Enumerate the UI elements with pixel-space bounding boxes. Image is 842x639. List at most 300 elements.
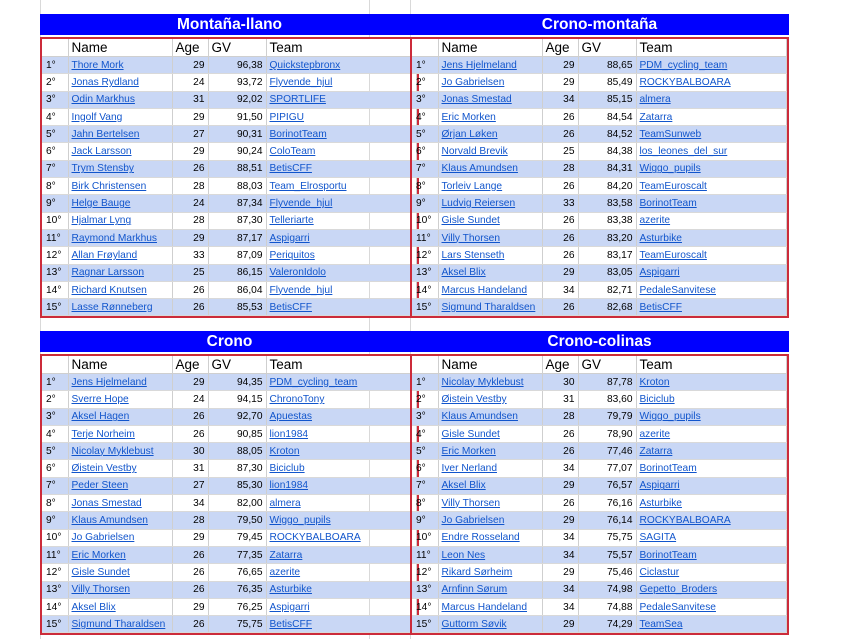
header-row xyxy=(412,356,787,374)
table-title: Crono-montaña xyxy=(410,14,789,35)
table-row xyxy=(42,212,417,229)
age-cell: 29 xyxy=(542,74,578,91)
table-row xyxy=(412,512,787,529)
team-link[interactable]: ROCKYBALBOARA xyxy=(266,529,417,546)
age-cell: 26 xyxy=(542,495,578,512)
rider-name-link[interactable]: Aksel Blix xyxy=(438,477,542,494)
table-row xyxy=(42,564,417,581)
team-link[interactable]: Zatarra xyxy=(636,443,787,460)
age-header: Age xyxy=(542,356,578,374)
gv-cell: 85,15 xyxy=(578,91,636,108)
gv-cell: 74,88 xyxy=(578,598,636,615)
rider-name-link[interactable]: Jo Gabrielsen xyxy=(68,529,172,546)
team-header: Team xyxy=(636,356,787,374)
table-row xyxy=(412,57,787,74)
rider-name-link[interactable]: Øistein Vestby xyxy=(68,460,172,477)
rider-name-link[interactable]: Lasse Rønneberg xyxy=(68,299,172,316)
rank-cell: 6° xyxy=(412,460,438,477)
table-row xyxy=(42,529,417,546)
table-row xyxy=(412,581,787,598)
table-title: Crono-colinas xyxy=(410,331,789,352)
team-link[interactable]: Flyvende_hjul xyxy=(266,281,417,298)
table-row xyxy=(412,391,787,408)
team-link[interactable]: Wiggo_pupils xyxy=(266,512,417,529)
rank-cell: 13° xyxy=(42,264,68,281)
rider-name-link[interactable]: Villy Thorsen xyxy=(68,581,172,598)
table-row xyxy=(412,495,787,512)
age-cell: 29 xyxy=(542,512,578,529)
rank-cell: 13° xyxy=(412,264,438,281)
rank-cell: 13° xyxy=(42,581,68,598)
rider-name-link[interactable]: Arnfinn Sørum xyxy=(438,581,542,598)
gv-cell: 92,70 xyxy=(208,408,266,425)
rider-name-link[interactable]: Marcus Handeland xyxy=(438,281,542,298)
table-row xyxy=(42,264,417,281)
rider-name-link[interactable]: Gisle Sundet xyxy=(438,212,542,229)
rank-cell: 12° xyxy=(412,247,438,264)
table-row xyxy=(412,264,787,281)
rider-name-link[interactable]: Klaus Amundsen xyxy=(438,160,542,177)
name-header: Name xyxy=(438,356,542,374)
team-link[interactable]: Zatarra xyxy=(266,546,417,563)
rank-cell: 11° xyxy=(412,546,438,563)
table-row xyxy=(42,460,417,477)
rider-name-link[interactable]: Gisle Sundet xyxy=(68,564,172,581)
team-link[interactable]: azerite xyxy=(636,212,787,229)
team-link[interactable]: ColoTeam xyxy=(266,143,417,160)
table-block-montana-llano xyxy=(40,14,419,318)
team-link[interactable]: SAGITA xyxy=(636,529,787,546)
rank-cell: 10° xyxy=(412,212,438,229)
table-row xyxy=(42,126,417,143)
rank-cell: 4° xyxy=(412,108,438,125)
gv-cell: 84,52 xyxy=(578,126,636,143)
age-cell: 26 xyxy=(542,108,578,125)
gv-cell: 74,98 xyxy=(578,581,636,598)
gv-cell: 77,35 xyxy=(208,546,266,563)
team-link[interactable]: Biciclub xyxy=(266,460,417,477)
rank-header xyxy=(412,39,438,57)
rider-name-link[interactable]: Rikard Sørheim xyxy=(438,564,542,581)
gv-cell: 87,78 xyxy=(578,374,636,391)
team-link[interactable]: ValeronIdolo xyxy=(266,264,417,281)
team-link[interactable]: PedaleSanvitese xyxy=(636,598,787,615)
rank-cell: 15° xyxy=(412,299,438,316)
table-block-crono-colinas xyxy=(410,331,789,635)
team-link[interactable]: lion1984 xyxy=(266,425,417,442)
team-link[interactable]: SPORTLIFE xyxy=(266,91,417,108)
gv-cell: 90,31 xyxy=(208,126,266,143)
team-link[interactable]: azerite xyxy=(266,564,417,581)
ranking-table xyxy=(40,354,419,635)
rank-cell: 7° xyxy=(42,160,68,177)
team-link[interactable]: BorinotTeam xyxy=(636,546,787,563)
rider-name-link[interactable]: Raymond Markhus xyxy=(68,229,172,246)
rank-cell: 15° xyxy=(42,299,68,316)
rank-cell: 1° xyxy=(412,57,438,74)
rank-cell: 2° xyxy=(412,391,438,408)
gv-cell: 87,09 xyxy=(208,247,266,264)
age-cell: 26 xyxy=(542,425,578,442)
gv-cell: 75,75 xyxy=(208,616,266,633)
rider-name-link[interactable]: Odin Markhus xyxy=(68,91,172,108)
team-link[interactable]: PIPIGU xyxy=(266,108,417,125)
rider-name-link[interactable]: Guttorm Søvik xyxy=(438,616,542,633)
team-header: Team xyxy=(636,39,787,57)
gv-cell: 76,14 xyxy=(578,512,636,529)
team-link[interactable]: BorinotTeam xyxy=(636,460,787,477)
gv-cell: 83,17 xyxy=(578,247,636,264)
rank-cell: 9° xyxy=(42,512,68,529)
rank-cell: 4° xyxy=(42,108,68,125)
rider-name-link[interactable]: Torleiv Lange xyxy=(438,178,542,195)
rank-cell: 5° xyxy=(412,443,438,460)
rider-name-link[interactable]: Ingolf Vang xyxy=(68,108,172,125)
rider-name-link[interactable]: Jo Gabrielsen xyxy=(438,74,542,91)
rider-name-link[interactable]: Gisle Sundet xyxy=(438,425,542,442)
age-cell: 33 xyxy=(542,195,578,212)
rank-cell: 3° xyxy=(412,91,438,108)
rank-cell: 12° xyxy=(42,564,68,581)
rank-cell: 6° xyxy=(412,143,438,160)
table-row xyxy=(412,178,787,195)
age-cell: 26 xyxy=(172,564,208,581)
rider-name-link[interactable]: Hjalmar Lyng xyxy=(68,212,172,229)
team-link[interactable]: azerite xyxy=(636,425,787,442)
table-title: Crono xyxy=(40,331,419,352)
rank-header xyxy=(42,39,68,57)
rank-cell: 9° xyxy=(42,195,68,212)
gv-cell: 75,46 xyxy=(578,564,636,581)
age-cell: 29 xyxy=(542,564,578,581)
rank-cell: 8° xyxy=(412,495,438,512)
rider-name-link[interactable]: Allan Frøyland xyxy=(68,247,172,264)
gv-header: GV xyxy=(578,39,636,57)
rider-name-link[interactable]: Endre Rosseland xyxy=(438,529,542,546)
gv-cell: 83,60 xyxy=(578,391,636,408)
gv-cell: 84,38 xyxy=(578,143,636,160)
team-link[interactable]: Periquitos xyxy=(266,247,417,264)
gv-cell: 94,15 xyxy=(208,391,266,408)
age-cell: 30 xyxy=(542,374,578,391)
rider-name-link[interactable]: Jonas Smestad xyxy=(68,495,172,512)
gv-cell: 84,20 xyxy=(578,178,636,195)
table-block-crono-montana xyxy=(410,14,789,318)
rider-name-link[interactable]: Jonas Smestad xyxy=(438,91,542,108)
rider-name-link[interactable]: Ørjan Løken xyxy=(438,126,542,143)
table-row xyxy=(42,108,417,125)
rank-cell: 8° xyxy=(42,178,68,195)
gv-cell: 85,30 xyxy=(208,477,266,494)
rider-name-link[interactable]: Jo Gabrielsen xyxy=(438,512,542,529)
table-row xyxy=(412,374,787,391)
table-row xyxy=(42,281,417,298)
gv-cell: 83,58 xyxy=(578,195,636,212)
ranking-table xyxy=(410,37,789,318)
table-row xyxy=(412,160,787,177)
team-link[interactable]: PDM_cycling_team xyxy=(636,57,787,74)
table-row xyxy=(412,299,787,316)
rank-cell: 3° xyxy=(42,408,68,425)
team-link[interactable]: PedaleSanvitese xyxy=(636,281,787,298)
table-row xyxy=(412,126,787,143)
rank-header xyxy=(42,356,68,374)
rider-name-link[interactable]: Villy Thorsen xyxy=(438,495,542,512)
team-link[interactable]: TeamEuroscalt xyxy=(636,178,787,195)
rider-name-link[interactable]: Terje Norheim xyxy=(68,425,172,442)
gv-cell: 84,54 xyxy=(578,108,636,125)
age-cell: 34 xyxy=(542,546,578,563)
rider-name-link[interactable]: Klaus Amundsen xyxy=(68,512,172,529)
rider-name-link[interactable]: Aksel Blix xyxy=(438,264,542,281)
team-link[interactable]: Apuestas xyxy=(266,408,417,425)
age-cell: 27 xyxy=(172,126,208,143)
team-link[interactable]: Kroton xyxy=(636,374,787,391)
table-row xyxy=(42,57,417,74)
rider-name-link[interactable]: Helge Bauge xyxy=(68,195,172,212)
table-row xyxy=(42,195,417,212)
gv-cell: 85,53 xyxy=(208,299,266,316)
rider-name-link[interactable]: Nicolay Myklebust xyxy=(438,374,542,391)
rank-cell: 1° xyxy=(42,374,68,391)
rider-name-link[interactable]: Leon Nes xyxy=(438,546,542,563)
rider-name-link[interactable]: Richard Knutsen xyxy=(68,281,172,298)
team-link[interactable]: TeamEuroscalt xyxy=(636,247,787,264)
team-link[interactable]: Aspigarri xyxy=(266,229,417,246)
table-row xyxy=(42,299,417,316)
name-header: Name xyxy=(68,356,172,374)
gv-cell: 94,35 xyxy=(208,374,266,391)
table-row xyxy=(412,195,787,212)
gv-cell: 79,50 xyxy=(208,512,266,529)
team-link[interactable]: Biciclub xyxy=(636,391,787,408)
gv-cell: 88,05 xyxy=(208,443,266,460)
name-header: Name xyxy=(68,39,172,57)
rank-cell: 4° xyxy=(412,425,438,442)
team-link[interactable]: Zatarra xyxy=(636,108,787,125)
table-row xyxy=(42,477,417,494)
rank-cell: 5° xyxy=(42,126,68,143)
rider-name-link[interactable]: Sverre Hope xyxy=(68,391,172,408)
team-link[interactable]: Gepetto_Broders xyxy=(636,581,787,598)
rider-name-link[interactable]: Eric Morken xyxy=(438,443,542,460)
rank-cell: 2° xyxy=(42,74,68,91)
header-row xyxy=(412,39,787,57)
age-cell: 26 xyxy=(172,581,208,598)
gv-cell: 76,65 xyxy=(208,564,266,581)
rider-name-link[interactable]: Villy Thorsen xyxy=(438,229,542,246)
rank-cell: 10° xyxy=(412,529,438,546)
rider-name-link[interactable]: Iver Nerland xyxy=(438,460,542,477)
age-cell: 29 xyxy=(542,57,578,74)
gv-cell: 75,75 xyxy=(578,529,636,546)
team-link[interactable]: BorinotTeam xyxy=(636,195,787,212)
rank-cell: 15° xyxy=(412,616,438,633)
team-link[interactable]: Ciclastur xyxy=(636,564,787,581)
rank-cell: 14° xyxy=(412,598,438,615)
age-cell: 29 xyxy=(542,616,578,633)
team-link[interactable]: Wiggo_pupils xyxy=(636,408,787,425)
rider-name-link[interactable]: Sigmund Tharaldsen xyxy=(68,616,172,633)
team-link[interactable]: TeamSunweb xyxy=(636,126,787,143)
gv-cell: 77,46 xyxy=(578,443,636,460)
table-row xyxy=(42,598,417,615)
age-cell: 28 xyxy=(542,408,578,425)
age-cell: 29 xyxy=(542,264,578,281)
team-link[interactable]: Wiggo_pupils xyxy=(636,160,787,177)
rider-name-link[interactable]: Peder Steen xyxy=(68,477,172,494)
rank-cell: 15° xyxy=(42,616,68,633)
age-cell: 29 xyxy=(172,108,208,125)
rider-name-link[interactable]: Norvald Brevik xyxy=(438,143,542,160)
table-row xyxy=(42,581,417,598)
rank-cell: 6° xyxy=(42,143,68,160)
rank-cell: 7° xyxy=(42,477,68,494)
team-link[interactable]: Aspigarri xyxy=(266,598,417,615)
rider-name-link[interactable]: Trym Stensby xyxy=(68,160,172,177)
team-link[interactable]: TeamSea xyxy=(636,616,787,633)
team-link[interactable]: Quickstepbronx xyxy=(266,57,417,74)
table-row xyxy=(42,160,417,177)
gv-cell: 87,34 xyxy=(208,195,266,212)
team-link[interactable]: Aspigarri xyxy=(636,264,787,281)
age-cell: 34 xyxy=(542,598,578,615)
team-link[interactable]: Flyvende_hjul xyxy=(266,74,417,91)
rank-cell: 12° xyxy=(412,564,438,581)
table-row xyxy=(412,529,787,546)
rider-name-link[interactable]: Birk Christensen xyxy=(68,178,172,195)
rank-cell: 1° xyxy=(42,57,68,74)
table-row xyxy=(412,546,787,563)
gv-cell: 79,79 xyxy=(578,408,636,425)
gv-cell: 92,02 xyxy=(208,91,266,108)
rider-name-link[interactable]: Ludvig Reiersen xyxy=(438,195,542,212)
age-cell: 31 xyxy=(172,460,208,477)
rider-name-link[interactable]: Lars Stenseth xyxy=(438,247,542,264)
rider-name-link[interactable]: Klaus Amundsen xyxy=(438,408,542,425)
age-cell: 28 xyxy=(542,160,578,177)
table-row xyxy=(42,408,417,425)
age-cell: 26 xyxy=(172,616,208,633)
gv-cell: 79,45 xyxy=(208,529,266,546)
table-row xyxy=(42,91,417,108)
ranking-table xyxy=(410,354,789,635)
age-cell: 24 xyxy=(172,195,208,212)
gv-cell: 77,07 xyxy=(578,460,636,477)
team-link[interactable]: Flyvende_hjul xyxy=(266,195,417,212)
team-link[interactable]: Telleriarte xyxy=(266,212,417,229)
team-link[interactable]: BorinotTeam xyxy=(266,126,417,143)
rider-name-link[interactable]: Aksel Blix xyxy=(68,598,172,615)
rider-name-link[interactable]: Jens Hjelmeland xyxy=(68,374,172,391)
age-cell: 31 xyxy=(172,91,208,108)
table-row xyxy=(412,408,787,425)
age-cell: 26 xyxy=(542,443,578,460)
team-link[interactable]: Asturbike xyxy=(636,495,787,512)
rank-cell: 13° xyxy=(412,581,438,598)
rank-cell: 10° xyxy=(42,529,68,546)
team-link[interactable]: almera xyxy=(266,495,417,512)
rider-name-link[interactable]: Jack Larsson xyxy=(68,143,172,160)
rank-cell: 14° xyxy=(42,281,68,298)
gv-cell: 87,30 xyxy=(208,212,266,229)
table-row xyxy=(42,374,417,391)
rider-name-link[interactable]: Jahn Bertelsen xyxy=(68,126,172,143)
gv-cell: 76,16 xyxy=(578,495,636,512)
rider-name-link[interactable]: Nicolay Myklebust xyxy=(68,443,172,460)
team-header: Team xyxy=(266,39,417,57)
gv-cell: 96,38 xyxy=(208,57,266,74)
team-link[interactable]: Aspigarri xyxy=(636,477,787,494)
team-link[interactable]: ROCKYBALBOARA xyxy=(636,512,787,529)
team-link[interactable]: BetisCFF xyxy=(636,299,787,316)
header-row xyxy=(42,356,417,374)
table-row xyxy=(412,91,787,108)
rider-name-link[interactable]: Jens Hjelmeland xyxy=(438,57,542,74)
gv-cell: 76,57 xyxy=(578,477,636,494)
rider-name-link[interactable]: Sigmund Tharaldsen xyxy=(438,299,542,316)
team-link[interactable]: Asturbike xyxy=(636,229,787,246)
gv-cell: 90,24 xyxy=(208,143,266,160)
age-cell: 34 xyxy=(172,495,208,512)
age-cell: 34 xyxy=(542,460,578,477)
age-cell: 34 xyxy=(542,281,578,298)
rider-name-link[interactable]: Thore Mork xyxy=(68,57,172,74)
age-cell: 26 xyxy=(172,546,208,563)
team-link[interactable]: PDM_cycling_team xyxy=(266,374,417,391)
name-header: Name xyxy=(438,39,542,57)
team-link[interactable]: Asturbike xyxy=(266,581,417,598)
team-link[interactable]: Kroton xyxy=(266,443,417,460)
rider-name-link[interactable]: Ragnar Larsson xyxy=(68,264,172,281)
team-link[interactable]: almera xyxy=(636,91,787,108)
rank-cell: 1° xyxy=(412,374,438,391)
age-cell: 26 xyxy=(542,178,578,195)
gv-cell: 91,50 xyxy=(208,108,266,125)
gv-cell: 82,68 xyxy=(578,299,636,316)
team-link[interactable]: ROCKYBALBOARA xyxy=(636,74,787,91)
age-cell: 28 xyxy=(172,512,208,529)
table-row xyxy=(412,460,787,477)
team-link[interactable]: Team_Elrosportu xyxy=(266,178,417,195)
team-link[interactable]: BetisCFF xyxy=(266,616,417,633)
table-row xyxy=(412,108,787,125)
age-cell: 26 xyxy=(172,425,208,442)
rider-name-link[interactable]: Eric Morken xyxy=(438,108,542,125)
team-link[interactable]: BetisCFF xyxy=(266,160,417,177)
rider-name-link[interactable]: Jonas Rydland xyxy=(68,74,172,91)
age-cell: 26 xyxy=(542,299,578,316)
gv-cell: 74,29 xyxy=(578,616,636,633)
team-link[interactable]: ChronoTony xyxy=(266,391,417,408)
gv-cell: 88,51 xyxy=(208,160,266,177)
age-cell: 29 xyxy=(542,477,578,494)
team-link[interactable]: BetisCFF xyxy=(266,299,417,316)
team-link[interactable]: los_leones_del_sur xyxy=(636,143,787,160)
rank-cell: 3° xyxy=(42,91,68,108)
rank-cell: 7° xyxy=(412,160,438,177)
rider-name-link[interactable]: Eric Morken xyxy=(68,546,172,563)
rider-name-link[interactable]: Øistein Vestby xyxy=(438,391,542,408)
rank-cell: 9° xyxy=(412,195,438,212)
gv-cell: 83,20 xyxy=(578,229,636,246)
rider-name-link[interactable]: Aksel Hagen xyxy=(68,408,172,425)
rank-cell: 8° xyxy=(42,495,68,512)
team-link[interactable]: lion1984 xyxy=(266,477,417,494)
table-row xyxy=(412,443,787,460)
gv-cell: 84,31 xyxy=(578,160,636,177)
rider-name-link[interactable]: Marcus Handeland xyxy=(438,598,542,615)
